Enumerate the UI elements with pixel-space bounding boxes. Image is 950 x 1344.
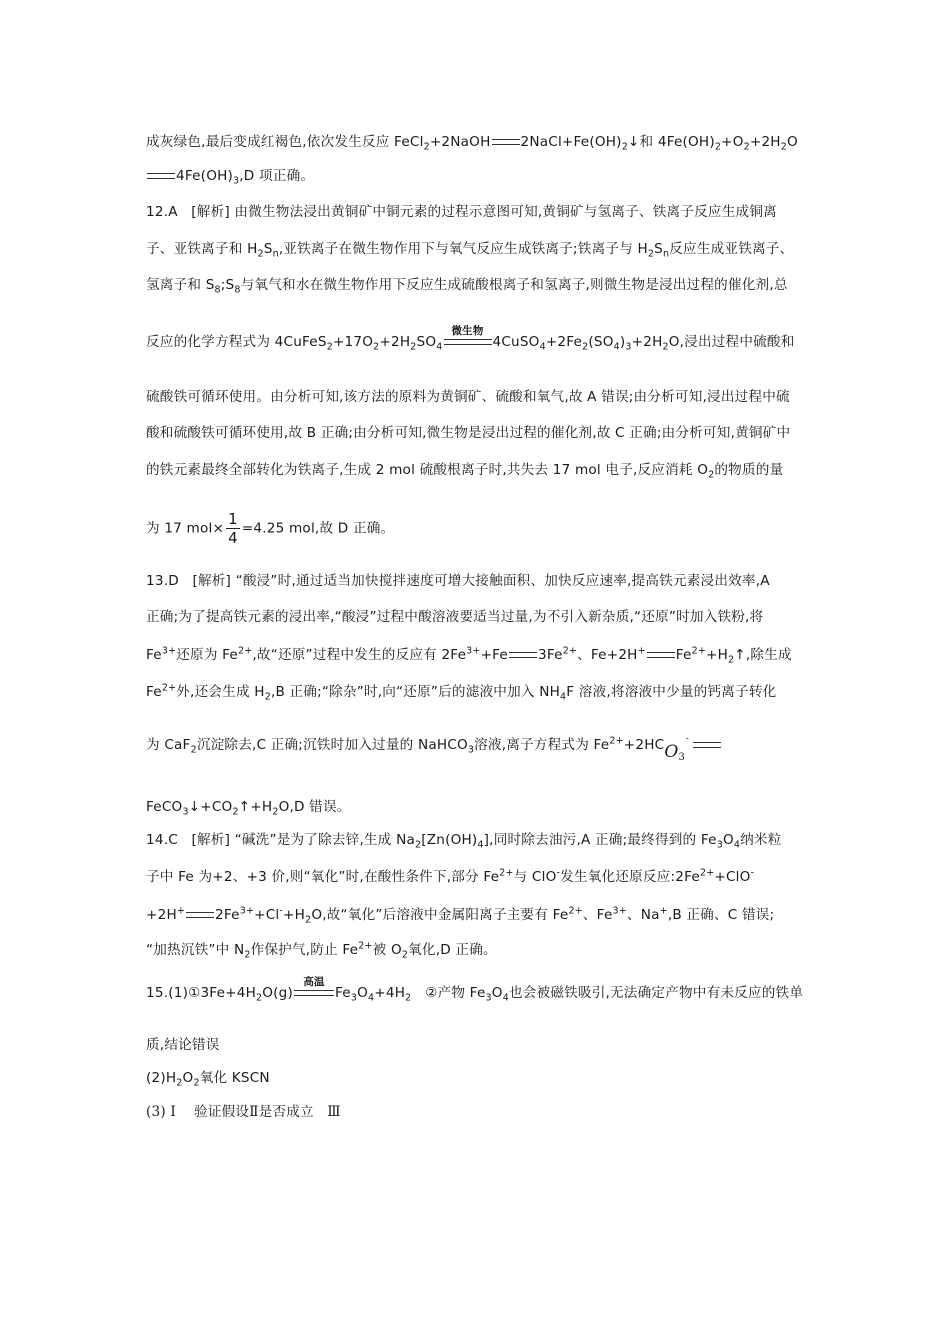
q15-header: $15.(1)①3Fe+4H_2O(g)$ 高温 $Fe_3O_4+4H_2$ ②产物 $Fe_3O_4$也会被磁铁吸引,无法确定产物中有未反应的铁单 [146,976,804,1004]
line-1: 成灰绿色,最后变成红褐色,依次发生反应 FeCl$_2$+2NaOH $2NaCl+Fe(OH)_2↓$和 $4Fe(OH)_2+O_2+2H_2O$ [146,134,798,153]
line-5: 氢离子和 $S_8;S_8$与氧气和水在微生物作用下反应生成硫酸根离子和氢离子,则微生物是浸出过程的催化剂,总 [146,277,788,296]
line-20: “加热沉铁”中 $N_2$作保护气,防止 $Fe^{2+}$被 $O_2$氧化,D 正确。 [146,940,497,961]
equals-sign [693,742,721,748]
line-18: 子中 Fe 为+2、+3 价,则“氧化”时,在酸性条件下,部分 $Fe^{2+}$与 ClO-发生氧化还原反应$:2Fe^{2+}+ClO^-$ [146,867,755,885]
line-9: 的铁元素最终全部转化为铁离子,生成 2 mol 硫酸根离子时,共失去 17 mol 电子,反应消耗 $O_2$的物质的量 [146,462,784,481]
line-16: $FeCO_3↓+CO_2↑+H_2O,D$ 错误。 [146,799,351,818]
line-8: 酸和硫酸铁可循环使用,故 B 正确;由分析可知,微生物是浸出过程的催化剂,故 C 正确;由分析可知,黄铜矿中 [146,425,791,441]
equals-sign [186,912,214,918]
line-23: $(2)H_2O_2$氧化 KSCN [146,1070,270,1089]
line-10-fraction: 为 17 mol× $\frac{1}{4}$ =4.25 mol,故 D 正确。 [146,510,395,547]
q14-header: 14.C [解析] “碱洗”是为了除去锌,生成 $Na_2[Zn(OH)_4]$,同时除去油污,A 正确;最终得到的 $Fe_3O_4$纳米粒 [146,832,782,851]
reaction-condition-arrow: 高温 [294,990,334,996]
line-24: (3) Ⅰ 验证假设Ⅱ是否成立 Ⅲ [146,1104,341,1120]
equals-sign [509,652,537,658]
line-7: 硫酸铁可循环使用。由分析可知,该方法的原料为黄铜矿、硫酸和氧气,故 A 错误;由分析可知,浸出过程中硫 [146,389,790,405]
equals-sign [647,652,675,658]
line-22: 质,结论错误 [146,1037,220,1053]
line-6-equation: 反应的化学方程式为 $4CuFeS_2+17O_2+2H_2SO_4$ 微生物 $4CuSO_4+2Fe_2(SO_4)_3+2H_2O$,浸出过程中硫酸和 [146,325,795,353]
reaction-condition-arrow: 微生物 [444,339,492,345]
line-4: 子、亚铁离子和 $H_2S_n$,亚铁离子在微生物作用下与氧气反应生成铁离子;铁离子与 $H_2S_n$反应生成亚铁离子、 [146,241,794,260]
line-2: $4Fe(OH)_3,D$ 项正确。 [146,164,314,187]
line-14: $Fe^{2+}$外,还会生成 $H_2,B$ 正确;“除杂”时,向“还原”后的滤液中加入 $NH_4F$ 溶液,将溶液中少量的钙离子转化 [146,682,777,703]
equals-sign [492,139,520,145]
fraction: $\frac{1}{4}$ [228,510,238,547]
line-12: 正确;为了提高铁元素的浸出率,“酸浸”过程中酸溶液要适当过量,为不引入新杂质,“还原”时加入铁粉,将 [146,609,764,625]
q13-header: 13.D [解析] “酸浸”时,通过适当加快搅拌速度可增大接触面积、加快反应速率,提高铁元素浸出效率,A [146,573,770,589]
equals-sign [147,173,175,179]
line-19: +2H+ $2Fe^{3+}+Cl^-+H_2O$,故“氧化”后溶液中金属阳离子主要有 $Fe^{2+}$、$Fe^{3+}$、Na+,B 正确、C 错误; [146,905,775,926]
bicarbonate-ion-fragment: O3 - [664,734,690,763]
line-15: 为 CaF$_2$沉淀除去,C 正确;沉铁时加入过量的 NaHCO$_3$溶液,离子方程式为 $Fe^{2+}+2HCO3$ - [146,733,722,763]
q12-header: 12.A [解析] 由微生物法浸出黄铜矿中铜元素的过程示意图可知,黄铜矿与氢离子、铁离子反应生成铜离 [146,204,777,220]
line-13: $Fe^{3+}$还原为 $Fe^{2+}$,故“还原”过程中发生的反应有 $2Fe^{3+}+Fe$ $3Fe^{2+}$、Fe+2H+ $Fe^{2+}+H_2↑$,除生成 [146,645,792,666]
